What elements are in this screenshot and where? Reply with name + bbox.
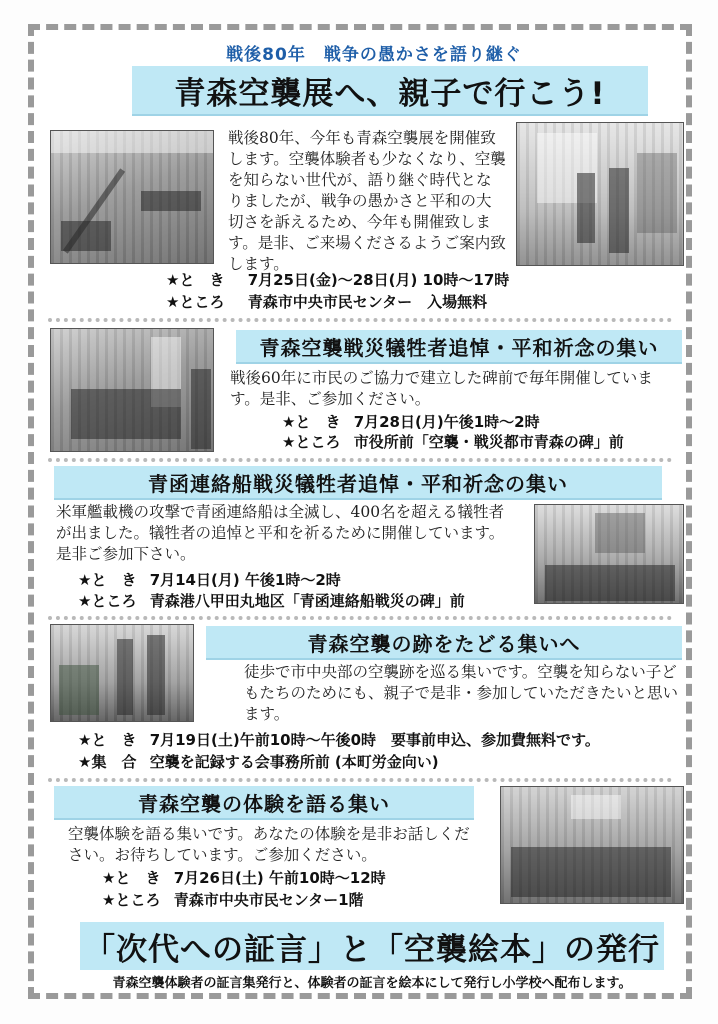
ferry-title: 青函連絡船戦災犠牲者追悼・平和祈念の集い [54,466,662,500]
talk-where-value: 青森市中央市民センター1階 [173,891,364,909]
walk-when-label: ★と き [78,731,137,749]
memorial-description: 戦後60年に市民のご協力で建立した碑前で毎年開催しています。是非、ご参加ください。 [230,369,653,408]
walk-title: 青森空襲の跡をたどる集いへ [206,626,682,660]
talk-when [102,868,386,889]
exhibition-where-value: 青森市中央市民センター 入場無料 [247,293,488,311]
section-divider [48,458,672,462]
exhibition-where-label: ★ところ [166,293,225,311]
ferry-when-value: 7月14日(月) 午後1時～2時 [149,571,341,589]
section-divider [48,616,672,620]
walk-when [78,730,600,751]
talk-description: 空襲体験を語る集いです。あなたの体験を是非お話しください。お待ちしています。ご参加ください。 [68,825,470,864]
walk-when-value: 7月19日(土)午前10時～午後0時 要事前申込、参加費無料です。 [149,731,600,749]
memorial-when-label: ★と き [282,413,341,431]
talk-when-value: 7月26日(土) 午前10時～12時 [173,869,386,887]
header-tagline: 戦後80年 戦争の愚かさを語り継ぐ [226,45,522,65]
flyer-content [40,34,680,989]
ferry-description: 米軍艦載機の攻撃で青函連絡船は全滅し、400名を超える犠牲者が出ました。犠牲者の追悼と平和を祈るために開催しています。是非ご参加下さい。 [56,503,505,563]
memorial-when-value: 7月28日(月)午後1時～2時 [353,413,540,431]
walk-meet [78,752,439,773]
memorial-where-label: ★ところ [282,433,341,451]
ferry-memorial-photo [534,504,684,604]
walk-meet-label: ★集 合 [78,753,137,771]
exhibition-hall-photo [516,122,684,266]
walking-tour-photo [50,624,194,722]
exhibition-when-label: ★と き [166,271,225,289]
publication-title: 「次代への証言」と「空襲絵本」の発行 [80,922,664,970]
walk-meet-value: 空襲を記録する会事務所前 (本町労金向い) [149,753,439,771]
walk-description: 徒歩で市中央部の空襲跡を巡る集いです。空襲を知らない子どもたちのためにも、親子で是非・参加していただきたいと思います。 [244,663,679,723]
section-divider [48,318,672,322]
ferry-when-label: ★と き [78,571,137,589]
exhibition-description: 戦後80年、今年も青森空襲展を開催致します。空襲体験者も少なくなり、空襲を知らない世代が、語り継ぐ時代となりましたが、戦争の愚かさと平和の大切さを訴えるため、今年も開催致します。是非、ご来場くださるようご案内致します。 [228,129,506,273]
exhibition-where [166,292,487,313]
memorial-when [282,412,540,433]
talk-when-label: ★と き [102,869,161,887]
testimony-meeting-photo [500,786,684,904]
publication-subtitle: 青森空襲体験者の証言集発行と、体験者の証言を絵本にして発行し小学校へ配布します。 [112,976,632,991]
ferry-where-label: ★ところ [78,592,137,610]
memorial-where [282,432,624,453]
main-title: 青森空襲展へ、親子で行こう! [132,66,648,116]
memorial-title: 青森空襲戦災犠牲者追悼・平和祈念の集い [236,330,682,364]
ferry-where-value: 青森港八甲田丸地区「青函連絡船戦災の碑」前 [149,592,465,610]
flyer-frame [28,24,692,999]
talk-title: 青森空襲の体験を語る集い [54,786,474,820]
memorial-gathering-photo [50,328,214,452]
talk-where-label: ★ところ [102,891,161,909]
exhibition-when-value: 7月25日(金)～28日(月) 10時～17時 [247,271,510,289]
air-raid-ruins-photo [50,130,214,264]
exhibition-when [166,270,509,291]
memorial-where-value: 市役所前「空襲・戦災都市青森の碑」前 [353,433,624,451]
ferry-when [78,570,341,591]
section-divider [48,778,672,782]
ferry-where [78,591,465,612]
talk-where [102,890,364,911]
